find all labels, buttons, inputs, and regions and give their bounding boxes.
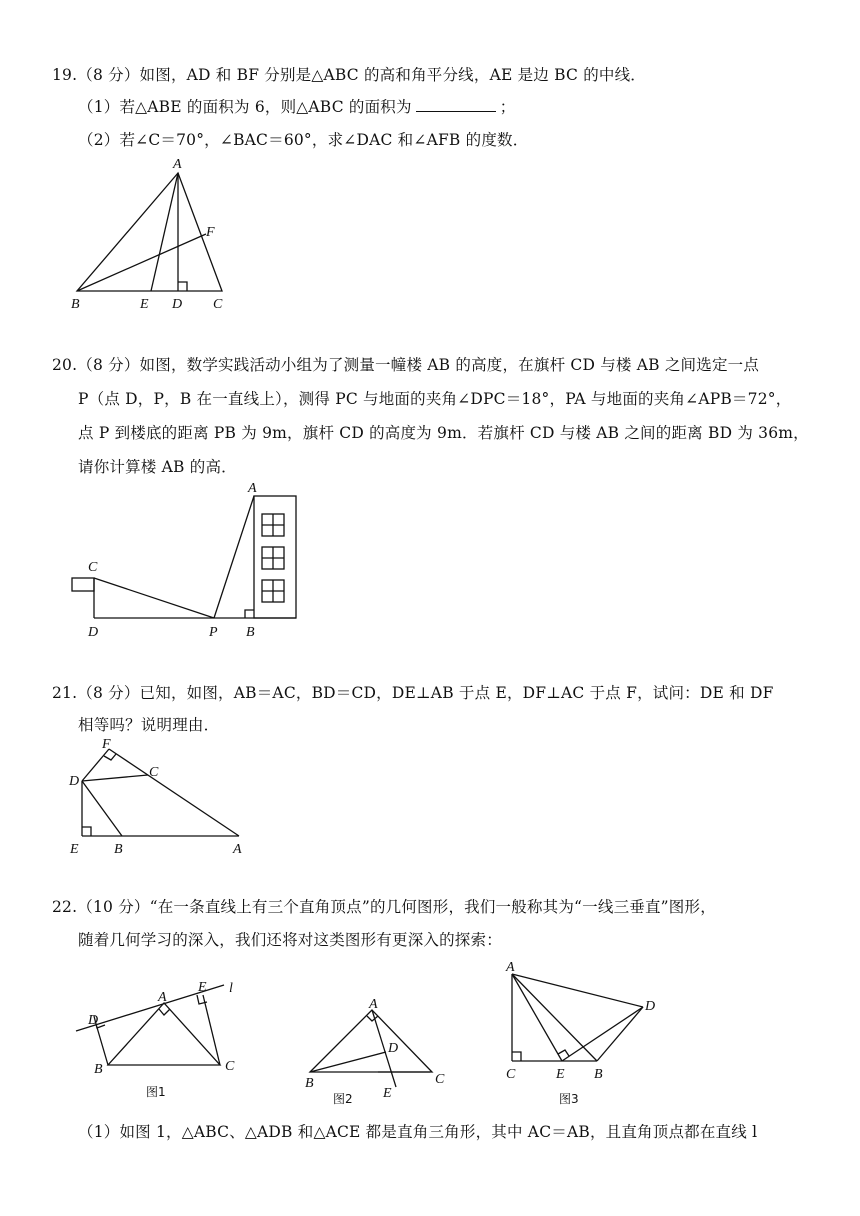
label-e: E xyxy=(140,297,149,312)
label-b: B xyxy=(114,842,123,857)
label-d: D xyxy=(88,1013,99,1028)
segment-bd xyxy=(597,1007,643,1061)
label-l: l xyxy=(229,981,233,996)
q19-stem: 19.（8 分）如图，AD 和 BF 分别是△ABC 的高和角平分线，AE 是边 BC 的中线． xyxy=(52,66,646,84)
label-a: A xyxy=(506,960,515,975)
label-e: E xyxy=(383,1086,392,1101)
q22-part1: （1）如图 1，△ABC、△ADB 和△ACE 都是直角三角形，其中 AC＝AB，且直角顶点都在直线 l xyxy=(78,1123,758,1141)
figure-caption: 图1 xyxy=(146,1085,166,1099)
label-b: B xyxy=(246,625,255,640)
q19-part1-text: （1）若△ABE 的面积为 6，则△ABC 的面积为 xyxy=(78,98,412,116)
q20-line3: 点 P 到楼底的距离 PB 为 9m，旗杆 CD 的高度为 9m．若旗杆 CD 与楼 AB 之间的距离 BD 为 36m， xyxy=(78,424,809,442)
label-a: A xyxy=(233,842,242,857)
label-e: E xyxy=(70,842,79,857)
label-d: D xyxy=(645,999,656,1014)
label-b: B xyxy=(305,1076,314,1091)
q21-line1: 21.（8 分）已知，如图，AB＝AC，BD＝CD，DE⊥AB 于点 E，DF⊥AC 于点 F，试问：DE 和 DF xyxy=(52,684,774,702)
figure-caption: 图3 xyxy=(559,1092,579,1106)
label-a: A xyxy=(248,481,257,496)
figure-caption: 图2 xyxy=(333,1092,353,1106)
label-d: D xyxy=(172,297,183,312)
q20-line4: 请你计算楼 AB 的高． xyxy=(78,458,237,476)
label-b: B xyxy=(94,1062,103,1077)
label-c: C xyxy=(225,1059,235,1074)
label-b: B xyxy=(71,297,80,312)
segment-ad xyxy=(512,974,643,1007)
q19-part1-end: ； xyxy=(499,98,516,116)
q22-line2: 随着几何学习的深入，我们还将对这类图形有更深入的探索： xyxy=(78,931,502,949)
label-c: C xyxy=(149,765,159,780)
q22-line1: 22.（10 分）“在一条直线上有三个直角顶点”的几何图形，我们一般称其为“一线三垂直”图形， xyxy=(52,898,716,916)
label-a: A xyxy=(158,990,167,1005)
q19-part2: （2）若∠C＝70°，∠BAC＝60°，求∠DAC 和∠AFB 的度数． xyxy=(78,131,529,149)
label-a: A xyxy=(369,997,378,1012)
label-c: C xyxy=(506,1067,516,1082)
label-p: P xyxy=(209,625,218,640)
q21-line2: 相等吗？说明理由． xyxy=(78,716,220,734)
label-e: E xyxy=(556,1067,565,1082)
label-b: B xyxy=(594,1067,603,1082)
label-c: C xyxy=(213,297,223,312)
label-d: D xyxy=(88,625,99,640)
label-a: A xyxy=(173,157,182,172)
right-angle-mark-e xyxy=(558,1050,569,1056)
label-f: F xyxy=(206,225,215,240)
segment-ed xyxy=(562,1007,643,1061)
label-e: E xyxy=(198,980,207,995)
q20-line1: 20.（8 分）如图，数学实践活动小组为了测量一幢楼 AB 的高度，在旗杆 CD 与楼 AB 之间选定一点 xyxy=(52,356,760,374)
label-c: C xyxy=(88,560,98,575)
label-d: D xyxy=(388,1041,399,1056)
label-d: D xyxy=(69,774,80,789)
right-angle-mark-c xyxy=(512,1052,521,1061)
label-c: C xyxy=(435,1072,445,1087)
q20-line2: P（点 D，P，B 在一直线上），测得 PC 与地面的夹角∠DPC＝18°，PA 与地面的夹角∠APB＝72°， xyxy=(78,390,792,408)
label-f: F xyxy=(102,737,111,752)
